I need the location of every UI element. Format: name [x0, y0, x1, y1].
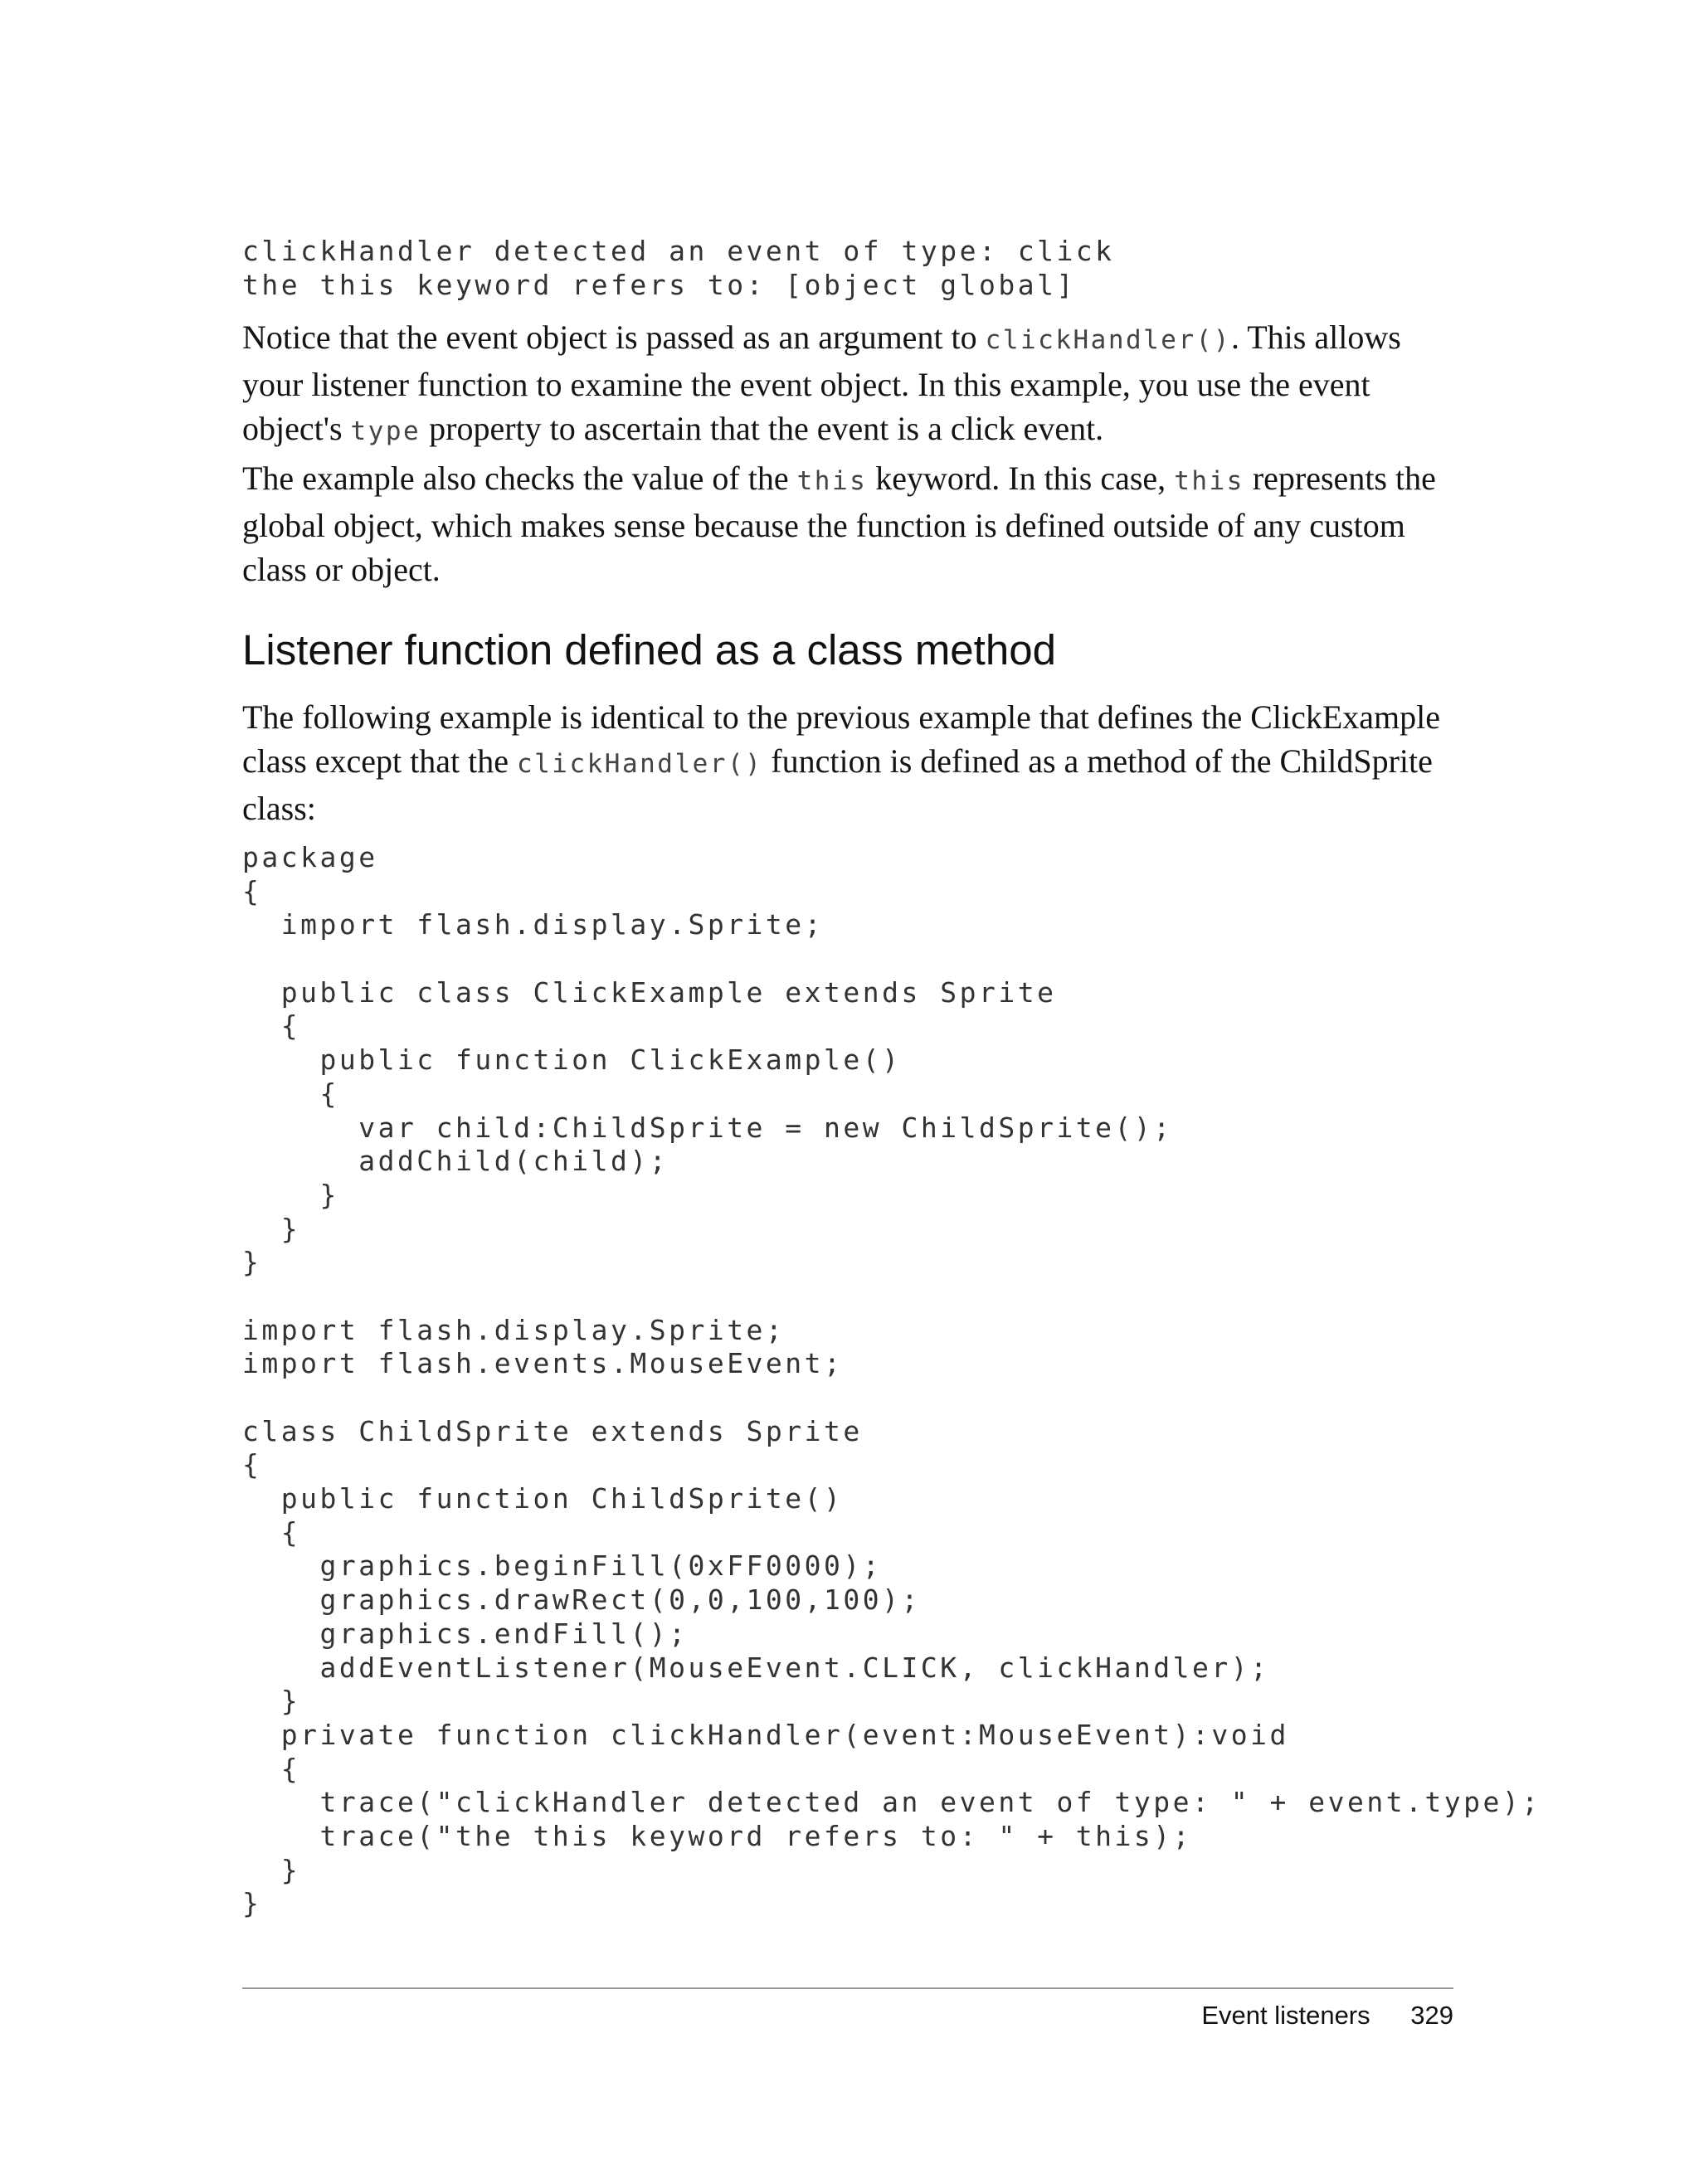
paragraph-text: keyword. In this case, [867, 460, 1175, 497]
inline-code: this [796, 466, 868, 496]
code-line: addChild(child); [242, 1145, 669, 1178]
inline-code: clickHandler() [516, 749, 763, 779]
code-line: { [242, 1009, 301, 1043]
code-line: } [242, 1685, 301, 1718]
inline-code: type [350, 416, 421, 446]
code-line: private function clickHandler(event:MouseEvent):void [242, 1718, 1289, 1751]
code-line: trace("clickHandler detected an event of type: " + event.type); [242, 1786, 1541, 1819]
paragraph-text: Notice that the event object is passed as an argument to [242, 319, 986, 356]
code-line: } [242, 1853, 301, 1886]
code-line: package [242, 841, 378, 873]
code-line: import flash.events.MouseEvent; [242, 1347, 844, 1380]
code-line: var child:ChildSprite = new ChildSprite(); [242, 1111, 1173, 1144]
code-line [242, 1280, 1541, 1314]
code-line: import flash.display.Sprite; [242, 1313, 786, 1346]
code-line: { [242, 1515, 301, 1549]
code-line: public function ChildSprite() [242, 1482, 844, 1515]
code-line: trace("the this keyword refers to: " + this); [242, 1819, 1193, 1852]
code-line: public class ClickExample extends Sprite [242, 975, 1057, 1009]
paragraph-text: The example also checks the value of the [242, 460, 797, 497]
paragraph-text: function is defined as a method of the ChildSprite class: [242, 742, 1433, 827]
code-line: { [242, 874, 262, 907]
code-line: { [242, 1077, 339, 1110]
code-line: } [242, 1212, 301, 1245]
output-line: clickHandler detected an event of type: click [242, 235, 1115, 267]
code-line: { [242, 1448, 262, 1481]
inline-code: this [1174, 466, 1244, 496]
code-line: } [242, 1887, 262, 1920]
body-paragraph [242, 456, 1453, 591]
code-line [242, 1381, 1541, 1415]
paragraph-text: represents the global object, which makes sense because the function is defined outside of any custom class or object. [242, 460, 1436, 588]
paragraph-text: The following example is identical to the previous example that defines the ClickExample class except that the [242, 698, 1441, 780]
code-line: import flash.display.Sprite; [242, 908, 825, 941]
paragraph-text: . This allows your listener function to examine the event object. In this example, you use the event object's [242, 319, 1401, 447]
code-line: { [242, 1752, 301, 1785]
code-line: graphics.drawRect(0,0,100,100); [242, 1583, 921, 1617]
output-line: the this keyword refers to: [object global] [242, 268, 1076, 301]
code-line: } [242, 1246, 262, 1279]
page-number: 329 [1410, 2001, 1453, 2030]
section-heading: Listener function defined as a class method [242, 626, 1056, 674]
code-line: graphics.beginFill(0xFF0000); [242, 1549, 883, 1583]
code-line: } [242, 1178, 339, 1211]
code-line [242, 942, 1541, 976]
code-listing [242, 841, 1541, 1921]
inline-code: clickHandler() [985, 325, 1231, 355]
body-paragraph [242, 695, 1453, 830]
document-page [242, 0, 1541, 2184]
trace-output-block [242, 234, 1115, 301]
code-line: addEventListener(MouseEvent.CLICK, clickHandler); [242, 1651, 1270, 1684]
paragraph-text: property to ascertain that the event is a click event. [421, 410, 1104, 447]
code-line: public function ClickExample() [242, 1043, 902, 1077]
code-line: class ChildSprite extends Sprite [242, 1414, 863, 1447]
footer-section-title: Event listeners [1201, 2001, 1370, 2030]
body-paragraph [242, 315, 1453, 454]
page-footer [1201, 1999, 1453, 2032]
footer-divider [242, 1987, 1453, 1989]
code-line: graphics.endFill(); [242, 1617, 689, 1650]
